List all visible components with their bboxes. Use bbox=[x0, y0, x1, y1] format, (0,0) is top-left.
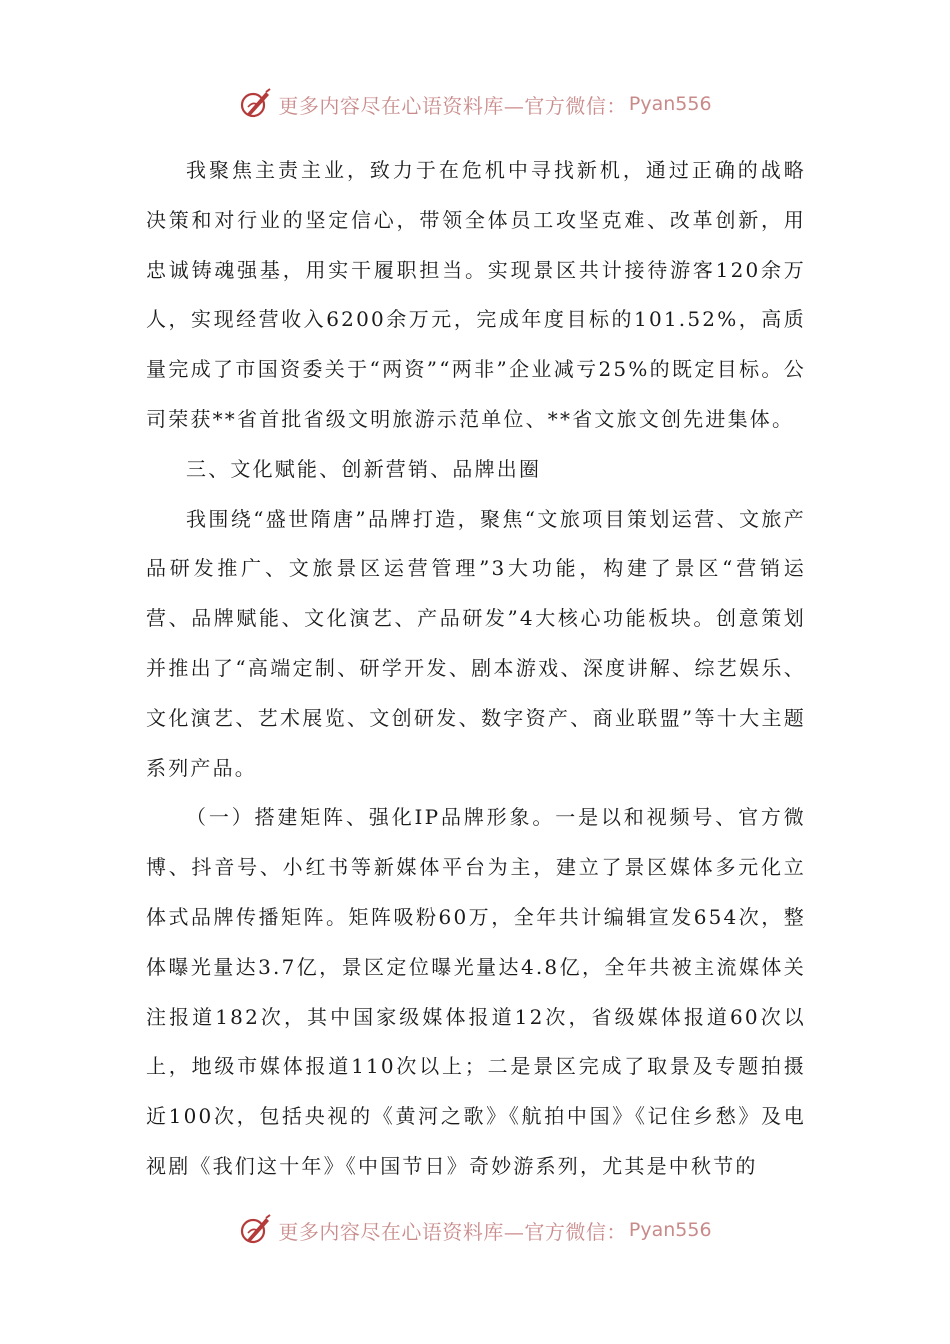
watermark-banner-top bbox=[0, 82, 950, 126]
paragraph-brand: 我围绕“盛世隋唐”品牌打造，聚焦“文旅项目策划运营、文旅产品研发推广、文旅景区运营管理”3大功能，构建了景区“营销运营、品牌赋能、文化演艺、产品研发”4大核心功能板块。创意策划并推出了“高端定制、研学开发、剧本游戏、深度讲解、综艺娱乐、文化演艺、艺术展览、文创研发、数字资产、商业联盟”等十大主题系列产品。 bbox=[146, 506, 806, 780]
watermark-banner-bottom bbox=[0, 1208, 950, 1252]
watermark-wechat-id: Pyan556 bbox=[628, 93, 712, 115]
watermark-text: 更多内容尽在心语资料库—官方微信： bbox=[278, 93, 627, 118]
document-body bbox=[146, 146, 806, 1192]
paragraph-matrix: （一）搭建矩阵、强化IP品牌形象。一是以和视频号、官方微博、抖音号、小红书等新媒体平台为主，建立了景区媒体多元化立体式品牌传播矩阵。矩阵吸粉60万，全年共计编辑宣发654次，整体曝光量达3.7亿，景区定位曝光量达4.8亿，全年共被主流媒体关注报道182次，其中国家级媒体报道12次，省级媒体报道60次以上，地级市媒体报道110次以上；二是景区完成了取景及专题拍摄近100次，包括央视的《黄河之歌》《航拍中国》《记住乡愁》及电视剧《我们这十年》《中国节日》奇妙游系列，尤其是中秋节的 bbox=[146, 805, 806, 1178]
watermark-wechat-id: Pyan556 bbox=[628, 1219, 712, 1241]
quill-pen-logo-icon bbox=[238, 87, 272, 121]
paragraph-performance: 我聚焦主责主业，致力于在危机中寻找新机，通过正确的战略决策和对行业的坚定信心，带领全体员工攻坚克难、改革创新，用忠诚铸魂强基，用实干履职担当。实现景区共计接待游客120余万人，实现经营收入6200余万元，完成年度目标的101.52%，高质量完成了市国资委关于“两资”“两非”企业减亏25%的既定目标。公司荣获**省首批省级文明旅游示范单位、**省文旅文创先进集体。 bbox=[146, 158, 806, 431]
section-heading: 三、文化赋能、创新营销、品牌出圈 bbox=[186, 456, 542, 481]
quill-pen-logo-icon bbox=[238, 1213, 272, 1247]
watermark-text: 更多内容尽在心语资料库—官方微信： bbox=[278, 1219, 627, 1244]
